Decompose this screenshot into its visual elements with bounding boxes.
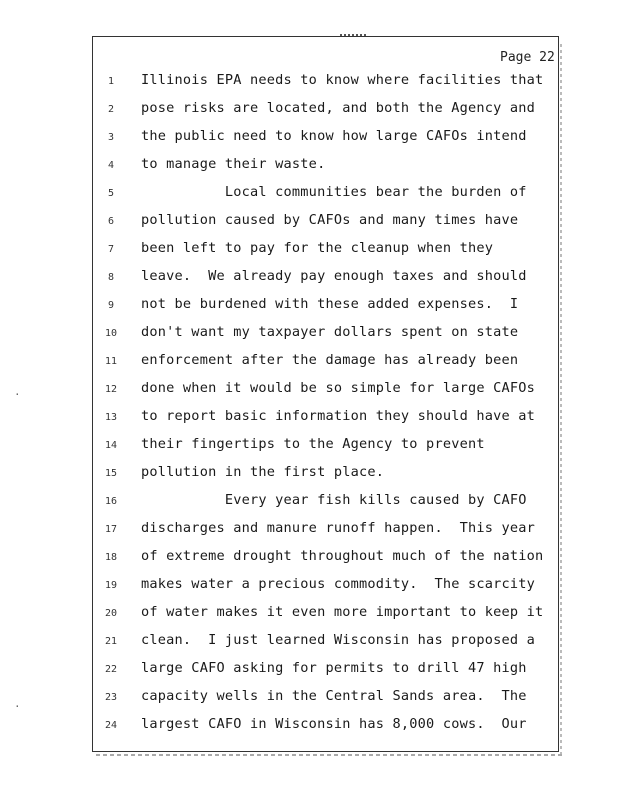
- transcript-line: [0, 96, 618, 124]
- line-text: to report basic information they should have at: [141, 408, 536, 424]
- line-number: 8: [107, 272, 115, 283]
- line-number: 7: [107, 244, 115, 255]
- transcript-line: [0, 348, 618, 376]
- line-text: pollution in the first place.: [141, 464, 385, 480]
- line-number: 12: [104, 384, 118, 395]
- transcript-line: [0, 68, 618, 96]
- transcript-line: [0, 124, 618, 152]
- transcript-line: [0, 320, 618, 348]
- line-text: makes water a precious commodity. The scarcity: [141, 576, 536, 592]
- line-text: pollution caused by CAFOs and many times have: [141, 212, 519, 228]
- line-number: 21: [104, 636, 118, 647]
- line-number: 5: [107, 188, 115, 199]
- line-text: discharges and manure runoff happen. This year: [141, 520, 536, 536]
- line-text: capacity wells in the Central Sands area. The: [141, 688, 527, 704]
- line-number: 9: [107, 300, 115, 311]
- line-number: 20: [104, 608, 118, 619]
- line-number: 19: [104, 580, 118, 591]
- transcript-line: [0, 572, 618, 600]
- line-text: largest CAFO in Wisconsin has 8,000 cows. Our: [141, 716, 527, 732]
- transcript-line: [0, 516, 618, 544]
- line-text: been left to pay for the cleanup when they: [141, 240, 494, 256]
- transcript-line: [0, 628, 618, 656]
- line-text: their fingertips to the Agency to prevent: [141, 436, 485, 452]
- transcript-line: [0, 432, 618, 460]
- line-number: 22: [104, 664, 118, 675]
- transcript-line: [0, 544, 618, 572]
- transcript-line: [0, 152, 618, 180]
- transcript-line: [0, 712, 618, 740]
- line-number: 18: [104, 552, 118, 563]
- line-text: leave. We already pay enough taxes and should: [141, 268, 527, 284]
- hole-punch-mark: ·: [14, 700, 21, 713]
- line-number: 16: [104, 496, 118, 507]
- line-number: 15: [104, 468, 118, 479]
- line-text: to manage their waste.: [141, 156, 326, 172]
- line-text: done when it would be so simple for large CAFOs: [141, 380, 536, 396]
- line-text: pose risks are located, and both the Agency and: [141, 100, 536, 116]
- line-text: clean. I just learned Wisconsin has proposed a: [141, 632, 536, 648]
- line-text: Illinois EPA needs to know where facilities that: [141, 72, 544, 88]
- transcript-line: [0, 600, 618, 628]
- transcript-line: [0, 488, 618, 516]
- transcript-line: [0, 404, 618, 432]
- transcript-line: [0, 376, 618, 404]
- line-text: Every year fish kills caused by CAFO: [141, 492, 527, 508]
- line-text: of water makes it even more important to keep it: [141, 604, 544, 620]
- line-number: 14: [104, 440, 118, 451]
- line-number: 24: [104, 720, 118, 731]
- hole-punch-mark: ·: [14, 388, 21, 401]
- line-text: large CAFO asking for permits to drill 47 high: [141, 660, 527, 676]
- line-number: 3: [107, 132, 115, 143]
- line-number: 10: [104, 328, 118, 339]
- transcript-line: [0, 208, 618, 236]
- line-text: of extreme drought throughout much of the nation: [141, 548, 544, 564]
- transcript-line: [0, 460, 618, 488]
- line-number: 17: [104, 524, 118, 535]
- scan-edge-bottom: [96, 754, 562, 756]
- line-number: 23: [104, 692, 118, 703]
- line-number: 4: [107, 160, 115, 171]
- line-text: don't want my taxpayer dollars spent on state: [141, 324, 519, 340]
- transcript-line: [0, 656, 618, 684]
- line-text: Local communities bear the burden of: [141, 184, 527, 200]
- line-number: 2: [107, 104, 115, 115]
- transcript-line: [0, 180, 618, 208]
- line-number: 13: [104, 412, 118, 423]
- line-number: 1: [107, 76, 115, 87]
- transcript-line: [0, 684, 618, 712]
- line-text: not be burdened with these added expenses. I: [141, 296, 519, 312]
- transcript-line: [0, 292, 618, 320]
- line-number: 11: [104, 356, 118, 367]
- transcript-line: [0, 236, 618, 264]
- page-number: Page 22: [500, 50, 555, 65]
- transcript-line: [0, 264, 618, 292]
- line-text: the public need to know how large CAFOs intend: [141, 128, 527, 144]
- line-text: enforcement after the damage has already been: [141, 352, 519, 368]
- line-number: 6: [107, 216, 115, 227]
